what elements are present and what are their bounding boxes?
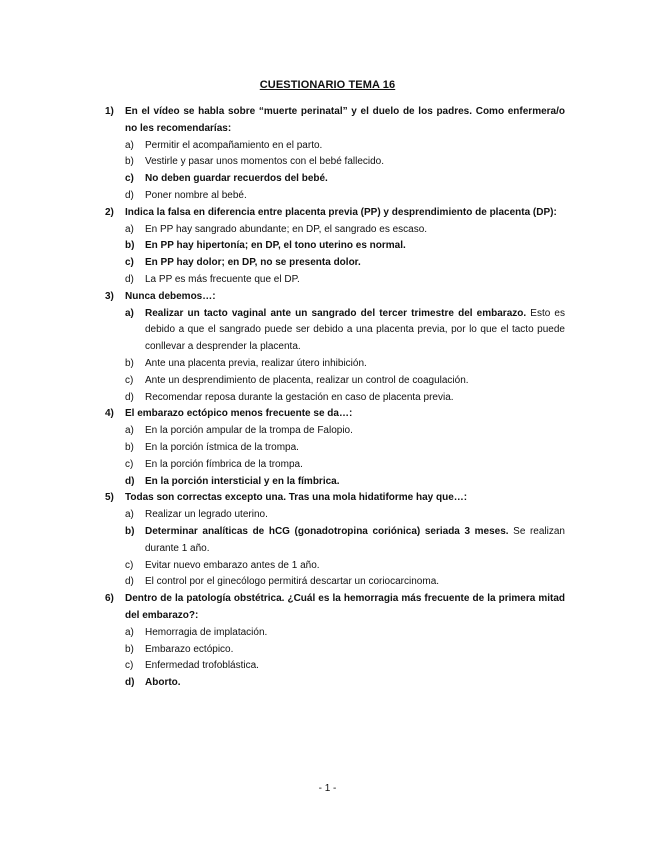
question-text: Dentro de la patología obstétrica. ¿Cuál es la hemorragia más frecuente de la primera mitad del embarazo?: <box>125 593 565 621</box>
answer-option <box>105 255 565 272</box>
question-row <box>105 406 565 423</box>
option-letter: b) <box>125 240 135 252</box>
option-text: El control por el ginecólogo permitirá descartar un coriocarcinoma. <box>145 576 440 588</box>
option-letter: a) <box>125 626 134 638</box>
answer-option <box>105 154 565 171</box>
question-text: Nunca debemos…: <box>125 290 216 302</box>
option-text: Ante una placenta previa, realizar útero inhibición. <box>145 357 367 369</box>
question-text: El embarazo ectópico menos frecuente se da…: <box>125 408 353 420</box>
option-letter: c) <box>125 374 134 386</box>
option-text-container <box>145 474 565 491</box>
page-title: CUESTIONARIO TEMA 16 <box>259 79 396 91</box>
question-row <box>105 104 565 138</box>
option-text-container <box>145 507 565 524</box>
option-text-container <box>145 642 565 659</box>
answer-option <box>105 238 565 255</box>
option-letter: c) <box>125 257 134 269</box>
option-text-container <box>145 390 565 407</box>
option-letter: a) <box>125 425 134 437</box>
answer-option <box>105 675 565 692</box>
answer-option <box>105 138 565 155</box>
questionnaire <box>105 104 565 692</box>
option-text-container <box>145 423 565 440</box>
question-row <box>105 591 565 625</box>
option-text: Embarazo ectópico. <box>145 643 234 655</box>
option-letter: b) <box>125 156 134 168</box>
option-letter: b) <box>125 441 134 453</box>
option-text-container <box>145 440 565 457</box>
option-text: Hemorragia de implatación. <box>145 626 268 638</box>
question-3 <box>105 289 565 407</box>
option-text-container <box>145 675 565 692</box>
answer-option <box>105 373 565 390</box>
answer-option <box>105 423 565 440</box>
option-text-container <box>145 272 565 289</box>
option-text: Determinar analíticas de hCG (gonadotropina coriónica) seriada 3 meses. <box>145 525 509 537</box>
option-letter: d) <box>125 576 134 588</box>
option-text: En la porción ístmica de la trompa. <box>145 441 299 453</box>
question-text: En el vídeo se habla sobre “muerte perinatal” y el duelo de los padres. Como enfermera/o no les recomendarías: <box>125 106 565 134</box>
answer-option <box>105 390 565 407</box>
question-number: 1) <box>105 106 114 117</box>
option-text: Vestirle y pasar unos momentos con el bebé fallecido. <box>145 156 385 168</box>
option-text: Ante un desprendimiento de placenta, realizar un control de coagulación. <box>145 374 469 386</box>
option-letter: d) <box>125 677 135 689</box>
option-text: En PP hay hipertonía; en DP, el tono uterino es normal. <box>145 240 406 252</box>
answer-option <box>105 658 565 675</box>
answer-option <box>105 625 565 642</box>
option-letter: d) <box>125 391 134 403</box>
option-text-container <box>145 524 565 558</box>
answer-option <box>105 171 565 188</box>
question-text: Todas son correctas excepto una. Tras una mola hidatiforme hay que…: <box>125 492 468 504</box>
option-text: En la porción ampular de la trompa de Falopio. <box>145 425 353 437</box>
answer-option <box>105 188 565 205</box>
answer-option <box>105 524 565 558</box>
question-row <box>105 289 565 306</box>
answer-option <box>105 574 565 591</box>
option-text-container <box>145 625 565 642</box>
answer-option <box>105 356 565 373</box>
answer-option <box>105 440 565 457</box>
answer-option <box>105 507 565 524</box>
option-letter: d) <box>125 475 135 487</box>
question-number: 4) <box>105 408 114 420</box>
question-1 <box>105 104 565 205</box>
option-text-container <box>145 658 565 675</box>
option-text: No deben guardar recuerdos del bebé. <box>145 173 328 185</box>
question-2 <box>105 205 565 289</box>
answer-option <box>105 457 565 474</box>
answer-option <box>105 558 565 575</box>
option-text-container <box>145 356 565 373</box>
option-letter: a) <box>125 223 134 235</box>
option-text-container <box>145 138 565 155</box>
option-text: Enfermedad trofoblástica. <box>145 660 259 672</box>
question-number: 6) <box>105 593 114 605</box>
option-text-container <box>145 574 565 591</box>
option-text-container <box>145 457 565 474</box>
option-text: Realizar un tacto vaginal ante un sangrado del tercer trimestre del embarazo. <box>145 307 527 319</box>
option-letter: d) <box>125 273 134 285</box>
option-text-container <box>145 558 565 575</box>
option-letter: c) <box>125 559 134 571</box>
option-letter: b) <box>125 525 135 537</box>
option-explanation: Se realizan durante 1 año. <box>145 525 565 554</box>
option-text: Permitir el acompañamiento en el parto. <box>145 139 323 151</box>
option-letter: c) <box>125 660 134 672</box>
option-text: En la porción fímbrica de la trompa. <box>145 458 303 470</box>
question-row <box>105 205 565 222</box>
option-text-container <box>145 373 565 390</box>
option-text-container <box>145 222 565 239</box>
option-text: Aborto. <box>145 677 181 689</box>
option-letter: c) <box>125 173 134 185</box>
option-letter: a) <box>125 139 134 151</box>
option-text-container <box>145 238 565 255</box>
answer-option <box>105 306 565 356</box>
option-text: En PP hay sangrado abundante; en DP, el sangrado es escaso. <box>145 223 428 235</box>
option-letter: b) <box>125 357 134 369</box>
option-text-container <box>145 255 565 272</box>
option-letter: a) <box>125 509 134 521</box>
answer-option <box>105 474 565 491</box>
question-row <box>105 490 565 507</box>
option-letter: a) <box>125 307 134 319</box>
answer-option <box>105 272 565 289</box>
question-6 <box>105 591 565 692</box>
option-text: En PP hay dolor; en DP, no se presenta dolor. <box>145 257 361 269</box>
answer-option <box>105 222 565 239</box>
option-text-container <box>145 306 565 356</box>
question-text: Indica la falsa en diferencia entre placenta previa (PP) y desprendimiento de placenta (DP): <box>125 206 557 218</box>
answer-option <box>105 642 565 659</box>
question-4 <box>105 406 565 490</box>
question-number: 2) <box>105 206 114 218</box>
option-letter: d) <box>125 189 134 201</box>
question-number: 3) <box>105 290 114 302</box>
page-number: - 1 - <box>318 783 337 794</box>
option-letter: b) <box>125 643 134 655</box>
question-5 <box>105 490 565 591</box>
question-number: 5) <box>105 492 114 504</box>
option-text-container <box>145 171 565 188</box>
option-text: Realizar un legrado uterino. <box>145 509 268 521</box>
option-text: Evitar nuevo embarazo antes de 1 año. <box>145 559 320 571</box>
option-text-container <box>145 154 565 171</box>
option-text: La PP es más frecuente que el DP. <box>145 273 300 285</box>
option-text-container <box>145 188 565 205</box>
option-explanation: Esto es debido a que el sangrado puede ser debido a una placenta previa, por lo que el tacto puede conllevar a desprender la placenta. <box>145 307 565 353</box>
option-text: Poner nombre al bebé. <box>145 189 247 201</box>
option-text: Recomendar reposa durante la gestación en caso de placenta previa. <box>145 391 454 403</box>
option-letter: c) <box>125 458 134 470</box>
option-text: En la porción intersticial y en la fímbrica. <box>145 475 340 487</box>
